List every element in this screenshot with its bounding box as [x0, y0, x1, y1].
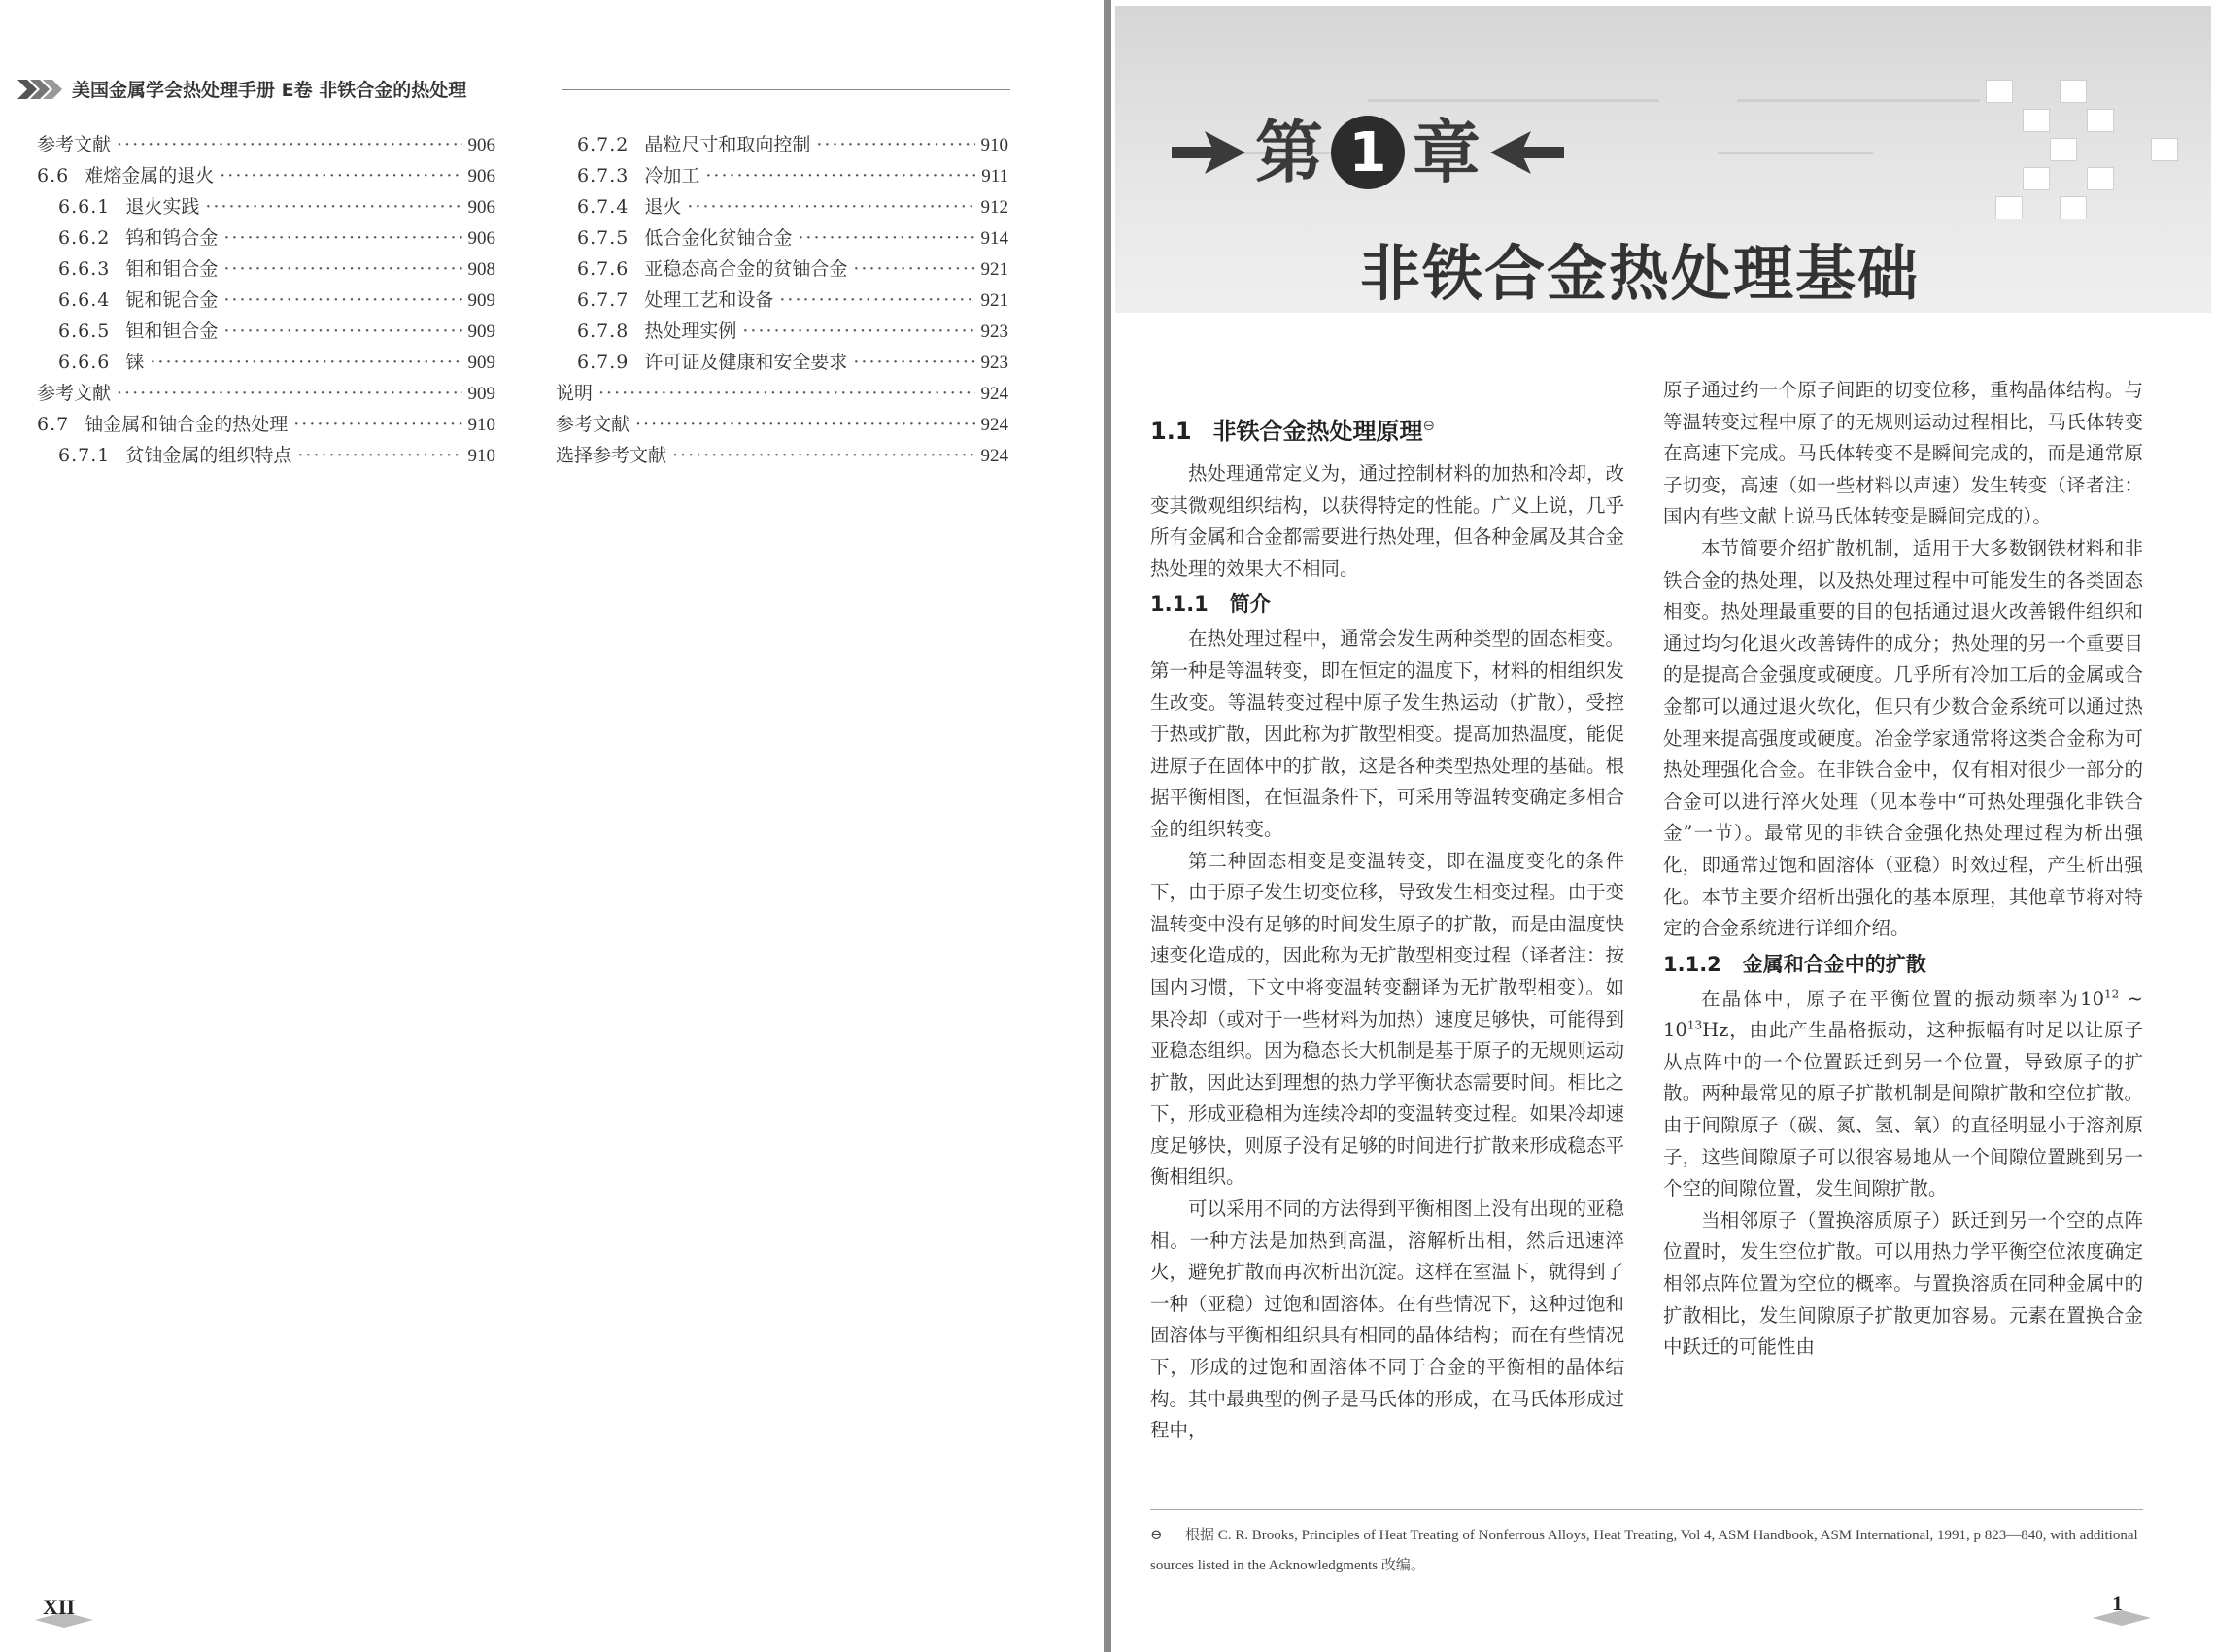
toc-entry — [37, 410, 495, 441]
toc-column-2 — [556, 130, 1008, 472]
arrow-left-icon — [1490, 131, 1564, 174]
toc-leader-dots — [853, 258, 974, 280]
chapter-title: 非铁合金热处理基础 — [1360, 238, 1921, 309]
toc-entry — [37, 130, 495, 161]
toc-entry-number: 6.7.3 — [577, 165, 630, 186]
decorative-square — [2087, 109, 2114, 132]
toc-entry-number: 6.7.8 — [577, 320, 630, 342]
chapter-heading — [1162, 109, 1574, 196]
toc-entry — [556, 223, 1008, 254]
toc-leader-dots — [117, 134, 461, 155]
toc-entry-page: 914 — [980, 228, 1008, 249]
toc-entry — [37, 348, 495, 379]
section-title: 简介 — [1229, 592, 1271, 617]
chapter-banner — [1115, 6, 2211, 313]
section-heading-1-1 — [1150, 400, 1624, 451]
toc-column-1 — [37, 130, 495, 472]
toc-entry — [37, 379, 495, 410]
decorative-square — [2151, 138, 2178, 161]
toc-leader-dots — [635, 414, 974, 435]
toc-entry-title: 许可证及健康和安全要求 — [644, 352, 848, 373]
toc-leader-dots — [598, 383, 974, 404]
paragraph: 可以采用不同的方法得到平衡相图上没有出现的亚稳相。一种方法是加热到高温，溶解析出相，然后迅速淬火，避免扩散而再次析出沉淀。这样在室温下，就得到了一种（亚稳）过饱和固溶体。在有些情况下，这种过饱和固溶体与平衡相组织具有相同的晶体结构；而在有些情况下，形成的过饱和固溶体不同于合金的平衡相的晶体结构。其中最典型的例子是马氏体的形成，在马氏体形成过程中， — [1150, 1197, 1624, 1442]
body-column-right — [1663, 375, 2143, 1364]
chapter-suffix: 章 — [1413, 113, 1481, 192]
toc-entry-page: 924 — [980, 415, 1008, 435]
toc-entry-title: 铼 — [125, 352, 145, 373]
superscript: 12 — [2103, 987, 2120, 1001]
footnote-text: 根据 C. R. Brooks, Principles of Heat Treating of Nonferrous Alloys, Heat Treating, Vol 4, ASM Handbook, ASM International, 1991, p 823—840, with additional sources listed in the Acknowledgments 改编。 — [1150, 1528, 2138, 1573]
paragraph: 第二种固态相变是变温转变，即在温度变化的条件下，由于原子发生切变位移，导致发生相变过程。由于变温转变中没有足够的时间发生原子的扩散，而是由温度快速变化造成的，因此称为无扩散型相变过程（译者注：按国内习惯，下文中将变温转变翻译为无扩散型相变）。如果冷却（或对于一些材料为加热）速度足够快，可能得到亚稳态组织。因为稳态长大机制是基于原子的无规则运动扩散，因此达到理想的热力学平衡状态需要时间。相比之下，形成亚稳相为连续冷却的变温转变过程。如果冷却速度足够快，则原子没有足够的时间进行扩散来形成稳态平衡相组织。 — [1150, 849, 1624, 1189]
toc-entry-page: 909 — [467, 384, 495, 404]
banner-texture — [1368, 99, 1659, 102]
page-number-right — [2083, 1589, 2161, 1628]
section-number: 1.1.2 — [1663, 952, 1721, 976]
toc-entry-number: 6.6.2 — [58, 227, 111, 249]
decorative-square — [1995, 196, 2023, 219]
footnote — [1150, 1509, 2143, 1580]
decorative-square — [2050, 138, 2077, 161]
toc-entry-title: 参考文献 — [37, 134, 112, 155]
toc-leader-dots — [742, 320, 974, 342]
toc-entry — [37, 441, 495, 472]
toc-entry-title: 参考文献 — [556, 414, 630, 435]
toc-entry-title: 钨和钨合金 — [125, 227, 219, 249]
book-spine — [1104, 0, 1111, 1652]
decorative-square — [2023, 109, 2050, 132]
toc-entry-title: 退火 — [644, 196, 682, 218]
toc-entry-page: 912 — [980, 197, 1008, 218]
toc-entry-number: 6.6.4 — [58, 289, 111, 311]
toc-entry-number: 6.7 — [37, 414, 70, 435]
toc-entry-number: 6.6.3 — [58, 258, 111, 280]
section-number: 1.1.1 — [1150, 592, 1209, 617]
toc-entry — [556, 254, 1008, 286]
toc-entry-title: 铌和铌合金 — [125, 289, 219, 311]
decorative-square — [1986, 80, 2013, 103]
left-page — [0, 0, 1104, 1652]
toc-entry-number: 6.7.7 — [577, 289, 630, 311]
decorative-square — [2060, 196, 2087, 219]
toc-entry-page: 910 — [467, 446, 495, 466]
toc-entry-page: 923 — [980, 321, 1008, 342]
toc-entry-page: 921 — [980, 259, 1008, 280]
toc-leader-dots — [117, 383, 461, 404]
toc-entry — [556, 410, 1008, 441]
decorative-square — [2087, 167, 2114, 190]
toc-entry-page: 906 — [467, 135, 495, 155]
toc-leader-dots — [816, 134, 974, 155]
toc-entry-page: 911 — [981, 166, 1008, 186]
toc-entry — [37, 317, 495, 348]
toc-entry-number: 6.6.6 — [58, 352, 111, 373]
toc-entry-page: 910 — [980, 135, 1008, 155]
paragraph: 在热处理过程中，通常会发生两种类型的固态相变。第一种是等温转变，即在恒定的温度下，材料的相组织发生改变。等温转变过程中原子发生热运动（扩散），受控于热或扩散，因此称为扩散型相变。提高加热温度，能促进原子在固体中的扩散，这是各种类型热处理的基础。根据平衡相图，在恒温条件下，可采用等温转变确定多相合金的组织转变。 — [1150, 627, 1624, 840]
toc-leader-dots — [779, 289, 974, 311]
toc-leader-dots — [293, 414, 461, 435]
toc-entry — [37, 223, 495, 254]
toc-entry-title: 热处理实例 — [644, 320, 737, 342]
toc-entry-page: 924 — [980, 446, 1008, 466]
section-title: 金属和合金中的扩散 — [1742, 952, 1926, 976]
toc-entry — [556, 286, 1008, 317]
toc-entry-title: 低合金化贫铀合金 — [644, 227, 793, 249]
paragraph: 热处理通常定义为，通过控制材料的加热和冷却，改变其微观组织结构，以获得特定的性能。广义上说，几乎所有金属和合金都需要进行热处理，但各种金属及其合金热处理的效果大不相同。 — [1150, 462, 1624, 580]
paragraph: 本节简要介绍扩散机制，适用于大多数钢铁材料和非铁合金的热处理，以及热处理过程中可能发生的各类固态相变。热处理最重要的目的包括通过退火改善锻件组织和通过均匀化退火改善铸件的成分；热处理的另一个重要目的是提高合金强度或硬度。几乎所有冷加工后的金属或合金都可以通过退火软化，但只有少数合金系统可以通过热处理来提高强度或硬度。冶金学家通常将这类合金称为可热处理强化合金。在非铁合金中，仅有相对很少一部分的合金可以进行淬火处理（见本卷中“可热处理强化非铁合金”一节）。最常见的非铁合金强化热处理过程为析出强化，即通常过饱和固溶体（亚稳）时效过程，产生析出强化。本节主要介绍析出强化的基本原理，其他章节将对特定的合金系统进行详细介绍。 — [1663, 536, 2143, 940]
toc-entry-title: 钽和钽合金 — [125, 320, 219, 342]
section-number: 1.1 — [1150, 418, 1192, 445]
toc-entry — [556, 161, 1008, 192]
section-heading-1-1-2 — [1663, 947, 2143, 982]
toc-entry — [37, 192, 495, 223]
toc-entry-page: 923 — [980, 353, 1008, 373]
toc-leader-dots — [223, 289, 461, 311]
toc-entry-page: 909 — [467, 321, 495, 342]
footnote-marker: ⊖ — [1422, 417, 1436, 434]
banner-texture — [1737, 99, 1980, 102]
paragraph — [1663, 984, 2143, 1205]
toc-entry-page: 909 — [467, 290, 495, 311]
arrow-right-icon — [1172, 131, 1245, 174]
toc-entry-title: 选择参考文献 — [556, 445, 667, 466]
banner-texture — [1718, 152, 1873, 154]
toc-entry — [37, 254, 495, 286]
toc-leader-dots — [798, 227, 974, 249]
running-header-text: 美国金属学会热处理手册 E卷 非铁合金的热处理 — [72, 80, 467, 101]
toc-leader-dots — [223, 258, 461, 280]
toc-entry-number: 6.7.9 — [577, 352, 630, 373]
folio-left-text: XII — [43, 1595, 76, 1619]
toc-entry-number: 6.7.5 — [577, 227, 630, 249]
toc-entry-page: 924 — [980, 384, 1008, 404]
footnote-symbol: ⊖ — [1150, 1526, 1163, 1543]
toc-entry-number: 6.7.6 — [577, 258, 630, 280]
toc-entry-number: 6.7.1 — [58, 445, 111, 466]
toc-entry-page: 910 — [467, 415, 495, 435]
toc-entry — [556, 130, 1008, 161]
toc-entry-page: 906 — [467, 228, 495, 249]
superscript: 13 — [1686, 1018, 1703, 1032]
toc-entry-title: 退火实践 — [125, 196, 200, 218]
toc-entry-number: 6.6.1 — [58, 196, 111, 218]
toc-entry-page: 909 — [467, 353, 495, 373]
text-run: ~ 10 — [1663, 987, 2143, 1042]
toc-leader-dots — [853, 352, 974, 373]
toc-entry — [37, 286, 495, 317]
header-rule — [562, 89, 1010, 90]
chapter-prefix: 第 — [1255, 113, 1323, 192]
paragraph: 当相邻原子（置换溶质原子）跃迁到另一个空的点阵位置时，发生空位扩散。可以用热力学平衡空位浓度确定相邻点阵位置为空位的概率。与置换溶质在同种金属中的扩散相比，发生间隙原子扩散更加容易。元素在置换合金中跃迁的可能性由 — [1663, 1208, 2143, 1359]
toc-entry-title: 说明 — [556, 383, 594, 404]
toc-entry-title: 亚稳态高合金的贫铀合金 — [644, 258, 848, 280]
running-header — [17, 76, 1010, 103]
toc-entry — [37, 161, 495, 192]
toc-leader-dots — [705, 165, 975, 186]
right-page — [1111, 0, 2214, 1652]
toc-entry-number: 6.7.4 — [577, 196, 630, 218]
toc-entry-page: 921 — [980, 290, 1008, 311]
toc-entry-title: 处理工艺和设备 — [644, 289, 774, 311]
double-chevron-icon — [17, 78, 62, 101]
toc-entry-title: 铀金属和铀合金的热处理 — [85, 414, 289, 435]
section-title: 非铁合金热处理原理 — [1212, 418, 1423, 445]
folio-right-text: 1 — [2112, 1591, 2123, 1615]
toc-entry-page: 906 — [467, 197, 495, 218]
toc-entry — [556, 317, 1008, 348]
body-column-left — [1150, 396, 1624, 1447]
toc-leader-dots — [687, 196, 974, 218]
toc-entry — [556, 379, 1008, 410]
toc-entry-number: 6.6.5 — [58, 320, 111, 342]
text-run: Hz，由此产生晶格振动，这种振幅有时足以让原子从点阵中的一个位置跃迁到另一个位置，导致原子的扩散。两种最常见的原子扩散机制是间隙扩散和空位扩散。由于间隙原子（碳、氮、氢、氧）的直径明显小于溶剂原子，这些间隙原子可以很容易地从一个间隙位置跳到另一个空的间隙位置，发生间隙扩散。 — [1663, 1019, 2143, 1200]
toc-leader-dots — [672, 445, 974, 466]
toc-entry-title: 贫铀金属的组织特点 — [125, 445, 292, 466]
toc-leader-dots — [297, 445, 461, 466]
toc-entry — [556, 192, 1008, 223]
toc-entry-title: 钼和钼合金 — [125, 258, 219, 280]
decorative-square — [2023, 167, 2050, 190]
toc-leader-dots — [205, 196, 461, 218]
section-heading-1-1-1 — [1150, 587, 1624, 622]
text-run: 在晶体中，原子在平衡位置的振动频率为10 — [1701, 987, 2104, 1010]
chapter-number: 1 — [1331, 116, 1405, 189]
paragraph: 原子通过约一个原子间距的切变位移，重构晶体结构。与等温转变过程中原子的无规则运动过程相比，马氏体转变在高速下完成。马氏体转变不是瞬间完成的，而是通常原子切变，高速（如一些材料以声速）发生转变（译者注：国内有些文献上说马氏体转变是瞬间完成的）。 — [1663, 379, 2143, 528]
toc-entry-title: 参考文献 — [37, 383, 112, 404]
toc-entry-page: 906 — [467, 166, 495, 186]
toc-entry-title: 晶粒尺寸和取向控制 — [644, 134, 811, 155]
toc-entry-title: 冷加工 — [644, 165, 700, 186]
toc-leader-dots — [220, 165, 461, 186]
toc-leader-dots — [150, 352, 461, 373]
toc-leader-dots — [223, 320, 461, 342]
toc-entry-title: 难熔金属的退火 — [85, 165, 215, 186]
page-number-left — [35, 1591, 93, 1630]
toc-entry — [556, 348, 1008, 379]
decorative-square — [2060, 80, 2087, 103]
toc-entry-number: 6.7.2 — [577, 134, 630, 155]
toc-entry — [556, 441, 1008, 472]
toc-entry-page: 908 — [467, 259, 495, 280]
toc-entry-number: 6.6 — [37, 165, 70, 186]
toc-leader-dots — [223, 227, 461, 249]
